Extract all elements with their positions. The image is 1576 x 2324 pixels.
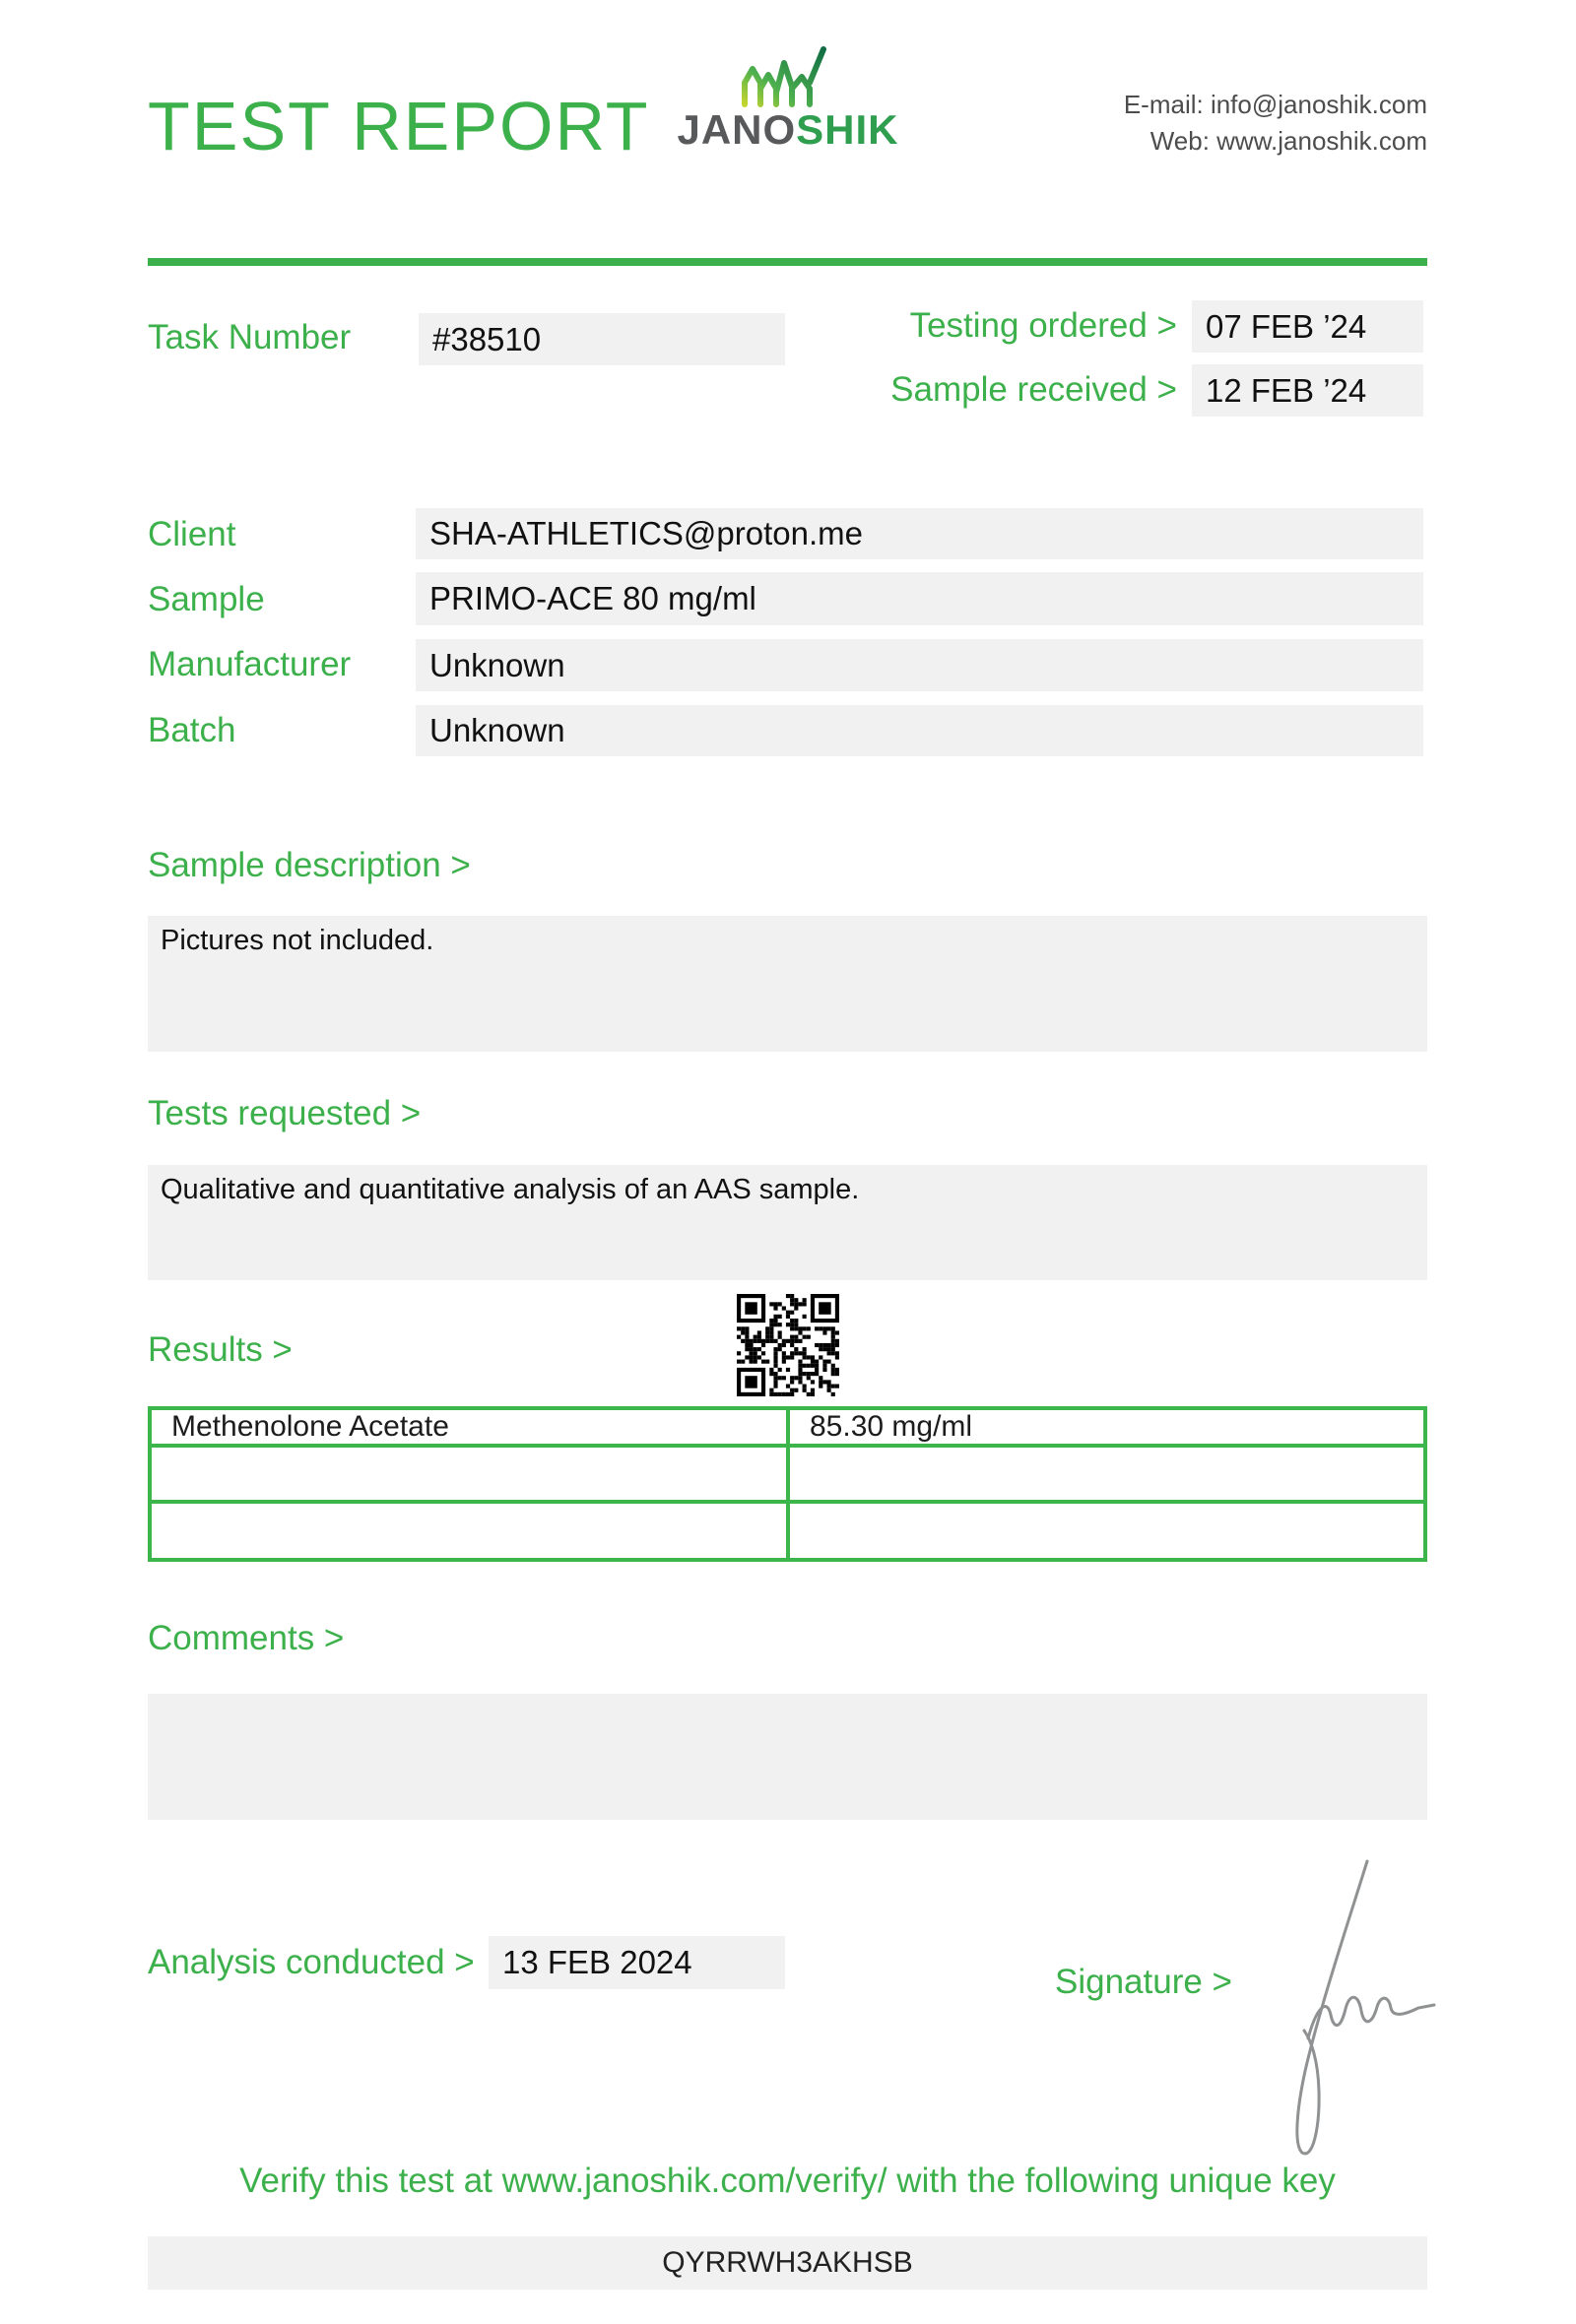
result-amount: [790, 1448, 1423, 1500]
task-number-value: #38510: [419, 313, 785, 365]
result-substance: [152, 1504, 790, 1558]
batch-value: Unknown: [416, 705, 1423, 756]
janoshik-wordmark: [640, 106, 936, 154]
results-heading: Results >: [148, 1330, 293, 1369]
manufacturer-label: Manufacturer: [148, 645, 352, 683]
manufacturer-value: Unknown: [416, 639, 1423, 691]
analysis-conducted-label: Analysis conducted >: [148, 1943, 475, 1981]
header-divider: [148, 258, 1427, 266]
sample-received-value: 12 FEB ’24: [1192, 364, 1423, 417]
result-amount: 85.30 mg/ml: [810, 1410, 973, 1443]
signature-label: Signature >: [1055, 1963, 1232, 2001]
janoshik-logo-icon: [737, 43, 839, 108]
sample-value: PRIMO-ACE 80 mg/ml: [416, 572, 1423, 625]
contact-block: [985, 87, 1427, 160]
wordmark-shik: SHIK: [796, 106, 899, 153]
verify-instruction: Verify this test at www.janoshik.com/verify/ with the following unique key: [239, 2162, 1336, 2200]
signature-image: [1251, 1849, 1448, 2184]
sample-description-heading: Sample description >: [148, 846, 471, 884]
qr-code: [736, 1294, 840, 1396]
result-amount: [790, 1504, 1423, 1558]
wordmark-jano: JANO: [677, 106, 797, 153]
table-row: [152, 1410, 1423, 1444]
task-number-label: Task Number: [148, 318, 352, 356]
analysis-conducted-value: 13 FEB 2024: [489, 1936, 785, 1989]
verify-key: QYRRWH3AKHSB: [148, 2236, 1427, 2290]
results-table: [148, 1406, 1427, 1562]
testing-ordered-value: 07 FEB ’24: [1192, 300, 1423, 353]
tests-requested-heading: Tests requested >: [148, 1094, 422, 1132]
result-substance: Methenolone Acetate: [152, 1410, 790, 1444]
table-row: [152, 1500, 1423, 1558]
comments-heading: Comments >: [148, 1619, 345, 1657]
contact-email: E-mail: info@janoshik.com: [1123, 90, 1427, 119]
tests-requested-box: Qualitative and quantitative analysis of an AAS sample.: [148, 1165, 1427, 1280]
result-substance: [152, 1448, 790, 1500]
batch-label: Batch: [148, 711, 236, 749]
sample-description-box: Pictures not included.: [148, 916, 1427, 1052]
client-value: SHA-ATHLETICS@proton.me: [416, 508, 1423, 559]
testing-ordered-label: Testing ordered >: [909, 306, 1177, 345]
comments-box: [148, 1694, 1427, 1820]
table-row: [152, 1444, 1423, 1500]
sample-received-label: Sample received >: [890, 370, 1177, 409]
page-title: TEST REPORT: [148, 88, 650, 164]
client-label: Client: [148, 515, 236, 553]
sample-label: Sample: [148, 580, 265, 618]
contact-web: Web: www.janoshik.com: [1149, 126, 1427, 156]
